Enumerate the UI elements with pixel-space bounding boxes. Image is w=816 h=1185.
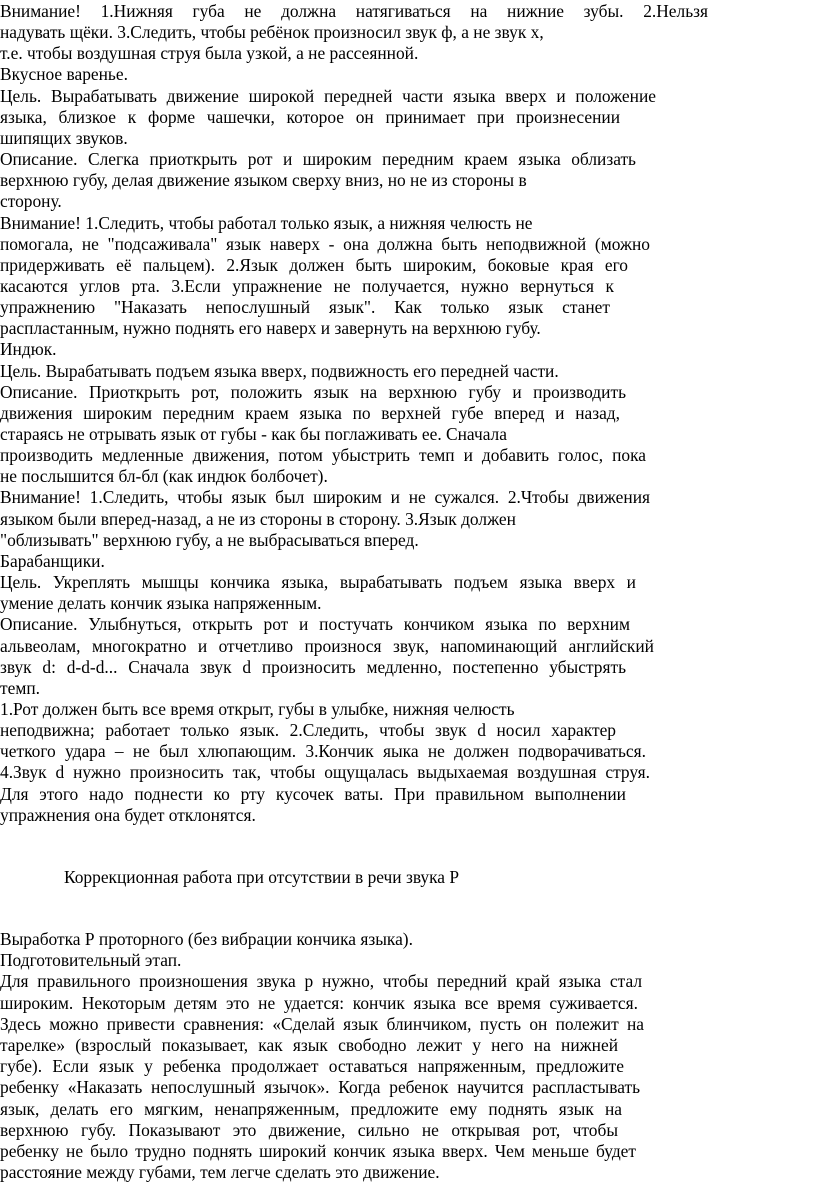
- text-line: сторону.: [0, 191, 62, 212]
- text-line: Здесь можно привести сравнения: «Сделай язык блинчиком, пусть он полежит на: [0, 1013, 644, 1034]
- text-line: Выработка Р проторного (без вибрации кончика языка).: [0, 929, 413, 949]
- text-line: Внимание! 1.Следить, чтобы язык был широким и не сужался. 2.Чтобы движения: [0, 487, 650, 508]
- text-line: ребенку не было трудно поднять широкий кончик языка вверх. Чем меньше будет: [0, 1141, 636, 1161]
- text-line: придерживать её пальцем). 2.Язык должен быть широким, боковые края его: [0, 254, 628, 275]
- text-line: помогала, не "подсаживала" язык наверх - она должна быть неподвижной (можно: [0, 233, 650, 254]
- text-line: звук d: d-d-d... Сначала звук d произносить медленно, постепенно убыстрять: [0, 656, 626, 677]
- text-line: упражнения она будет отклонятся.: [0, 804, 256, 825]
- text-line: 4.Звук d нужно произносить так, чтобы ощущалась выдыхаемая воздушная струя.: [0, 762, 650, 783]
- text-line: темп.: [0, 677, 40, 698]
- text-line: Описание. Слегка приоткрыть рот и широким передним краем языка облизать: [0, 149, 636, 170]
- text-line: производить медленные движения, потом убыстрить темп и добавить голос, пока: [0, 445, 646, 466]
- text-line: расстояние между губами, тем легче сделать это движение.: [0, 1162, 440, 1183]
- text-line: шипящих звуков.: [0, 127, 128, 148]
- text-line: языком были вперед-назад, а не из стороны в сторону. 3.Язык должен: [0, 508, 516, 529]
- text-line: Вкусное варенье.: [0, 64, 128, 85]
- text-line: "облизывать" верхнюю губу, а не выбрасываться вперед.: [0, 529, 419, 550]
- text-line: Описание. Улыбнуться, открыть рот и постучать кончиком языка по верхним: [0, 614, 630, 635]
- text-line: Цель. Укреплять мышцы кончика языка, вырабатывать подъем языка вверх и: [0, 572, 636, 593]
- text-line: Подготовительный этап.: [0, 950, 182, 971]
- text-line: надувать щёки. 3.Следить, чтобы ребёнок произносил звук ф, а не звук х,: [0, 22, 544, 43]
- text-line: верхнюю губу, делая движение языком сверху вниз, но не из стороны в: [0, 170, 527, 191]
- text-line: распластанным, нужно поднять его наверх и завернуть на верхнюю губу.: [0, 318, 541, 339]
- text-line: Цель. Вырабатывать подъем языка вверх, подвижность его передней части.: [0, 360, 559, 381]
- section-heading: Коррекционная работа при отсутствии в речи звука Р: [64, 867, 460, 887]
- text-line: Индюк.: [0, 339, 57, 360]
- text-line: не послышится бл-бл (как индюк болбочет).: [0, 466, 328, 487]
- text-line: умение делать кончик языка напряженным.: [0, 593, 322, 614]
- text-line: Внимание! 1.Нижняя губа не должна натягиваться на нижние зубы. 2.Нельзя: [0, 1, 708, 21]
- text-line: ребенку «Наказать непослушный язычок». Когда ребенок научится распластывать: [0, 1077, 640, 1098]
- text-line: Цель. Вырабатывать движение широкой передней части языка вверх и положение: [0, 85, 656, 106]
- text-line: Для правильного произношения звука р нужно, чтобы передний край языка стал: [0, 971, 642, 992]
- text-line: упражнению "Наказать непослушный язык". Как только язык станет: [0, 297, 610, 318]
- text-line: язык, делать его мягким, ненапряженным, предложите ему поднять язык на: [0, 1098, 622, 1119]
- text-line: Для этого надо поднести ко рту кусочек ваты. При правильном выполнении: [0, 783, 626, 804]
- text-line: альвеолам, многократно и отчетливо произнося звук, напоминающий английский: [0, 635, 654, 656]
- text-line: неподвижна; работает только язык. 2.Следить, чтобы звук d носил характер: [0, 720, 616, 741]
- text-line: широким. Некоторым детям это не удается: кончик языка все время суживается.: [0, 992, 638, 1013]
- text-line: Описание. Приоткрыть рот, положить язык на верхнюю губу и производить: [0, 381, 626, 402]
- text-line: касаются углов рта. 3.Если упражнение не получается, нужно вернуться к: [0, 275, 614, 296]
- text-line: Барабанщики.: [0, 550, 105, 571]
- text-line: верхнюю губу. Показывают это движение, сильно не открывая рот, чтобы: [0, 1119, 618, 1140]
- text-line: губе). Если язык у ребенка продолжает оставаться напряженным, предложите: [0, 1056, 624, 1077]
- text-line: стараясь не отрывать язык от губы - как бы поглаживать ее. Сначала: [0, 424, 507, 444]
- text-line: Внимание! 1.Следить, чтобы работал только язык, а нижняя челюсть не: [0, 212, 533, 233]
- text-line: 1.Рот должен быть все время открыт, губы в улыбке, нижняя челюсть: [0, 698, 515, 719]
- text-line: тарелке» (взрослый показывает, как язык свободно лежит у него на нижней: [0, 1035, 618, 1055]
- text-line: четкого удара – не был хлюпающим. 3.Кончик яыка не должен подворачиваться.: [0, 741, 646, 762]
- text-line: т.е. чтобы воздушная струя была узкой, а не рассеянной.: [0, 43, 419, 64]
- text-line: движения широким передним краем языка по верхней губе вперед и назад,: [0, 402, 620, 423]
- text-line: языка, близкое к форме чашечки, которое он принимает при произнесении: [0, 106, 620, 127]
